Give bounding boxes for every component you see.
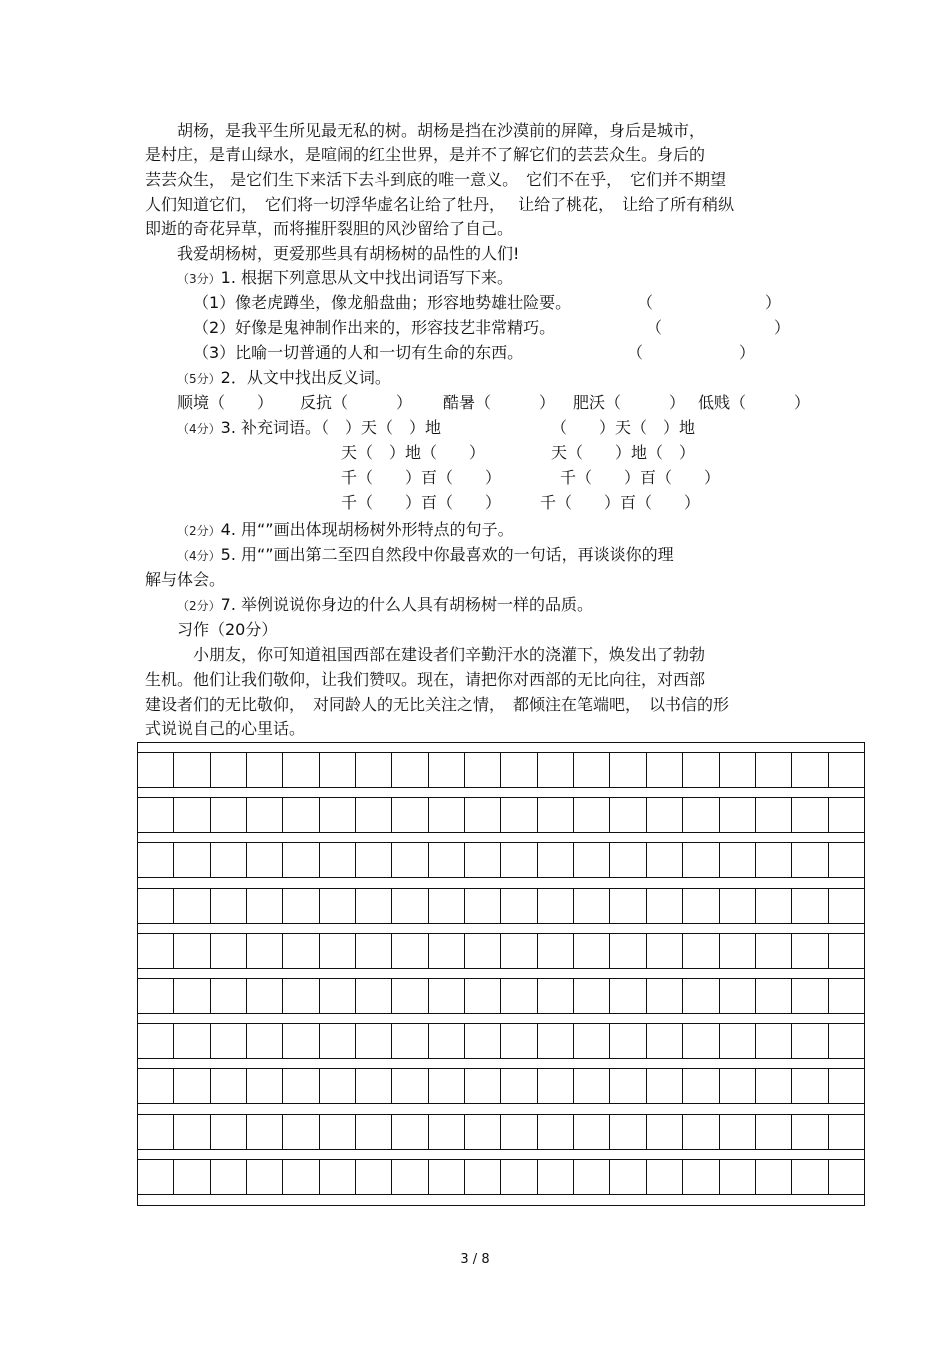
grid-cell[interactable] bbox=[829, 934, 864, 968]
grid-cell[interactable] bbox=[356, 1069, 392, 1103]
grid-cell[interactable] bbox=[465, 843, 501, 877]
grid-cell[interactable] bbox=[429, 798, 465, 832]
question-2-text: 2．从文中找出反义词。 bbox=[220, 368, 391, 387]
grid-cell[interactable] bbox=[538, 1160, 574, 1194]
grid-cell[interactable] bbox=[610, 843, 646, 877]
grid-cell[interactable] bbox=[211, 1024, 247, 1058]
grid-cell[interactable] bbox=[829, 1069, 864, 1103]
grid-cell[interactable] bbox=[501, 1115, 537, 1149]
question-1-score: （3分） bbox=[177, 272, 221, 286]
grid-cell[interactable] bbox=[538, 889, 574, 923]
grid-cell[interactable] bbox=[138, 1069, 174, 1103]
question-7 bbox=[177, 595, 593, 616]
passage-line-1: 胡杨，是我平生所见最无私的树。胡杨是挡在沙漠前的屏障，身后是城市， bbox=[177, 121, 706, 140]
essay-line-4: 式说说自己的心里话。 bbox=[145, 719, 306, 738]
grid-cell[interactable] bbox=[392, 1115, 428, 1149]
grid-cell[interactable] bbox=[356, 889, 392, 923]
grid-cell[interactable] bbox=[829, 1160, 864, 1194]
grid-cell[interactable] bbox=[756, 934, 792, 968]
grid-cell[interactable] bbox=[138, 889, 174, 923]
grid-cell[interactable] bbox=[356, 979, 392, 1013]
grid-cell[interactable] bbox=[792, 889, 828, 923]
grid-cell[interactable] bbox=[392, 934, 428, 968]
grid-cell[interactable] bbox=[320, 798, 356, 832]
grid-cell[interactable] bbox=[538, 798, 574, 832]
grid-cell[interactable] bbox=[211, 798, 247, 832]
grid-cell[interactable] bbox=[465, 1115, 501, 1149]
grid-cell[interactable] bbox=[138, 1024, 174, 1058]
passage-line-6: 我爱胡杨树，更爱那些具有胡杨树的品性的人们! bbox=[177, 244, 520, 263]
grid-cell[interactable] bbox=[756, 1160, 792, 1194]
question-3 bbox=[177, 418, 441, 439]
grid-cell[interactable] bbox=[356, 1160, 392, 1194]
question-7-text: 7. 举例说说你身边的什么人具有胡杨树一样的品质。 bbox=[220, 595, 593, 614]
grid-cell[interactable] bbox=[429, 934, 465, 968]
grid-cell[interactable] bbox=[283, 1115, 319, 1149]
idiom-blank-4b[interactable]: 千（ ）百（ ） bbox=[540, 493, 701, 512]
grid-cell[interactable] bbox=[756, 889, 792, 923]
grid-cell[interactable] bbox=[720, 843, 756, 877]
grid-cell[interactable] bbox=[538, 753, 574, 787]
grid-cell[interactable] bbox=[465, 934, 501, 968]
grid-cell[interactable] bbox=[247, 1069, 283, 1103]
grid-cell[interactable] bbox=[501, 1160, 537, 1194]
grid-cell[interactable] bbox=[174, 753, 210, 787]
grid-row bbox=[138, 1023, 864, 1059]
antonym-item-2[interactable]: 反抗（ ） bbox=[300, 393, 413, 412]
grid-cell[interactable] bbox=[174, 1115, 210, 1149]
grid-cell[interactable] bbox=[501, 979, 537, 1013]
grid-cell[interactable] bbox=[647, 934, 683, 968]
grid-cell[interactable] bbox=[792, 934, 828, 968]
grid-row bbox=[138, 1068, 864, 1104]
grid-cell[interactable] bbox=[792, 979, 828, 1013]
grid-cell[interactable] bbox=[356, 843, 392, 877]
grid-cell[interactable] bbox=[792, 1160, 828, 1194]
grid-cell[interactable] bbox=[283, 889, 319, 923]
grid-cell[interactable] bbox=[320, 1160, 356, 1194]
grid-row bbox=[138, 888, 864, 924]
grid-cell[interactable] bbox=[392, 889, 428, 923]
grid-cell[interactable] bbox=[356, 753, 392, 787]
grid-cell[interactable] bbox=[574, 1069, 610, 1103]
grid-cell[interactable] bbox=[501, 843, 537, 877]
grid-cell[interactable] bbox=[647, 798, 683, 832]
grid-cell[interactable] bbox=[574, 753, 610, 787]
grid-cell[interactable] bbox=[392, 753, 428, 787]
grid-cell[interactable] bbox=[174, 843, 210, 877]
grid-cell[interactable] bbox=[392, 843, 428, 877]
grid-cell[interactable] bbox=[720, 1160, 756, 1194]
question-4 bbox=[177, 520, 514, 541]
question-1-blank-3[interactable]: （ ） bbox=[627, 343, 756, 362]
grid-cell[interactable] bbox=[792, 843, 828, 877]
grid-cell[interactable] bbox=[392, 979, 428, 1013]
grid-cell[interactable] bbox=[247, 1160, 283, 1194]
grid-cell[interactable] bbox=[683, 1160, 719, 1194]
grid-cell[interactable] bbox=[574, 979, 610, 1013]
grid-cell[interactable] bbox=[320, 979, 356, 1013]
grid-cell[interactable] bbox=[501, 934, 537, 968]
grid-cell[interactable] bbox=[356, 1115, 392, 1149]
antonym-item-3[interactable]: 酷暑（ ） bbox=[443, 393, 556, 412]
grid-cell[interactable] bbox=[756, 753, 792, 787]
grid-cell[interactable] bbox=[138, 753, 174, 787]
question-2-score: （5分） bbox=[177, 372, 221, 386]
grid-cell[interactable] bbox=[211, 1115, 247, 1149]
grid-cell[interactable] bbox=[647, 843, 683, 877]
grid-cell[interactable] bbox=[683, 934, 719, 968]
grid-cell[interactable] bbox=[465, 1024, 501, 1058]
grid-cell[interactable] bbox=[610, 889, 646, 923]
grid-cell[interactable] bbox=[211, 753, 247, 787]
grid-cell[interactable] bbox=[320, 889, 356, 923]
grid-cell[interactable] bbox=[610, 1069, 646, 1103]
grid-cell[interactable] bbox=[211, 843, 247, 877]
grid-cell[interactable] bbox=[174, 1069, 210, 1103]
grid-cell[interactable] bbox=[610, 1024, 646, 1058]
grid-cell[interactable] bbox=[429, 1115, 465, 1149]
grid-row bbox=[138, 933, 864, 969]
grid-cell[interactable] bbox=[610, 1115, 646, 1149]
grid-cell[interactable] bbox=[610, 934, 646, 968]
grid-cell[interactable] bbox=[211, 934, 247, 968]
grid-cell[interactable] bbox=[501, 889, 537, 923]
grid-cell[interactable] bbox=[429, 1160, 465, 1194]
grid-cell[interactable] bbox=[792, 798, 828, 832]
grid-cell[interactable] bbox=[356, 934, 392, 968]
question-1-text: 1. 根据下列意思从文中找出词语写下来。 bbox=[220, 268, 513, 287]
grid-cell[interactable] bbox=[792, 1115, 828, 1149]
question-1 bbox=[177, 268, 513, 289]
grid-cell[interactable] bbox=[174, 934, 210, 968]
grid-cell[interactable] bbox=[683, 1115, 719, 1149]
grid-cell[interactable] bbox=[465, 889, 501, 923]
question-4-score: （2分） bbox=[177, 524, 221, 538]
idiom-blank-2b[interactable]: 天（ ）地（ ） bbox=[551, 443, 696, 462]
grid-cell[interactable] bbox=[574, 843, 610, 877]
grid-row bbox=[138, 978, 864, 1014]
grid-cell[interactable] bbox=[647, 1069, 683, 1103]
grid-cell[interactable] bbox=[720, 889, 756, 923]
grid-cell[interactable] bbox=[465, 798, 501, 832]
grid-cell[interactable] bbox=[756, 979, 792, 1013]
antonym-item-5[interactable]: 低贱（ ） bbox=[698, 393, 811, 412]
idiom-blank-1b[interactable]: （ ）天（ ）地 bbox=[551, 418, 696, 437]
grid-cell[interactable] bbox=[647, 753, 683, 787]
grid-cell[interactable] bbox=[320, 753, 356, 787]
grid-cell[interactable] bbox=[174, 1160, 210, 1194]
grid-cell[interactable] bbox=[138, 934, 174, 968]
grid-cell[interactable] bbox=[138, 1160, 174, 1194]
grid-cell[interactable] bbox=[683, 1069, 719, 1103]
grid-cell[interactable] bbox=[647, 979, 683, 1013]
grid-cell[interactable] bbox=[720, 934, 756, 968]
grid-cell[interactable] bbox=[792, 1024, 828, 1058]
passage-line-2: 是村庄，是青山绿水，是喧闹的红尘世界，是并不了解它们的芸芸众生。身后的 bbox=[145, 145, 706, 164]
grid-cell[interactable] bbox=[574, 1115, 610, 1149]
grid-cell[interactable] bbox=[283, 753, 319, 787]
grid-row bbox=[138, 1159, 864, 1195]
grid-cell[interactable] bbox=[829, 843, 864, 877]
page-number: 3 / 8 bbox=[460, 1252, 490, 1267]
question-1-item-1: （1）像老虎蹲坐，像龙船盘曲；形容地势雄壮险要。 bbox=[193, 293, 572, 312]
grid-cell[interactable] bbox=[792, 753, 828, 787]
grid-cell[interactable] bbox=[211, 979, 247, 1013]
essay-line-1: 小朋友，你可知道祖国西部在建设者们辛勤汗水的浇灌下，焕发出了勃勃 bbox=[193, 645, 706, 664]
grid-cell[interactable] bbox=[829, 1024, 864, 1058]
grid-cell[interactable] bbox=[247, 843, 283, 877]
grid-cell[interactable] bbox=[538, 1024, 574, 1058]
grid-cell[interactable] bbox=[356, 798, 392, 832]
grid-cell[interactable] bbox=[756, 843, 792, 877]
grid-cell[interactable] bbox=[392, 1024, 428, 1058]
grid-cell[interactable] bbox=[720, 1115, 756, 1149]
grid-cell[interactable] bbox=[283, 934, 319, 968]
grid-cell[interactable] bbox=[720, 753, 756, 787]
grid-cell[interactable] bbox=[720, 1024, 756, 1058]
grid-cell[interactable] bbox=[138, 843, 174, 877]
grid-cell[interactable] bbox=[647, 889, 683, 923]
grid-cell[interactable] bbox=[392, 1160, 428, 1194]
grid-cell[interactable] bbox=[283, 1024, 319, 1058]
grid-cell[interactable] bbox=[138, 1115, 174, 1149]
grid-cell[interactable] bbox=[829, 753, 864, 787]
grid-cell[interactable] bbox=[429, 979, 465, 1013]
grid-cell[interactable] bbox=[756, 1115, 792, 1149]
grid-cell[interactable] bbox=[756, 1069, 792, 1103]
grid-cell[interactable] bbox=[174, 889, 210, 923]
grid-cell[interactable] bbox=[501, 1024, 537, 1058]
grid-cell[interactable] bbox=[501, 798, 537, 832]
grid-cell[interactable] bbox=[283, 1160, 319, 1194]
grid-cell[interactable] bbox=[320, 934, 356, 968]
grid-cell[interactable] bbox=[429, 889, 465, 923]
grid-cell[interactable] bbox=[320, 1024, 356, 1058]
question-1-blank-1[interactable]: （ ） bbox=[637, 293, 782, 312]
grid-cell[interactable] bbox=[829, 1115, 864, 1149]
grid-cell[interactable] bbox=[320, 843, 356, 877]
writing-grid[interactable] bbox=[137, 742, 865, 1206]
grid-row bbox=[138, 797, 864, 833]
essay-line-2: 生机。他们让我们敬仰，让我们赞叹。现在，请把你对西部的无比向往，对西部 bbox=[145, 670, 706, 689]
question-1-item-3: （3）比喻一切普通的人和一切有生命的东西。 bbox=[193, 343, 524, 362]
grid-cell[interactable] bbox=[465, 979, 501, 1013]
grid-cell[interactable] bbox=[683, 1024, 719, 1058]
grid-cell[interactable] bbox=[247, 1024, 283, 1058]
grid-cell[interactable] bbox=[610, 798, 646, 832]
grid-row bbox=[138, 752, 864, 788]
grid-cell[interactable] bbox=[647, 1115, 683, 1149]
grid-cell[interactable] bbox=[320, 1115, 356, 1149]
grid-cell[interactable] bbox=[538, 934, 574, 968]
question-5 bbox=[177, 545, 674, 566]
grid-cell[interactable] bbox=[610, 979, 646, 1013]
grid-cell[interactable] bbox=[647, 1160, 683, 1194]
grid-cell[interactable] bbox=[392, 1069, 428, 1103]
grid-cell[interactable] bbox=[683, 843, 719, 877]
grid-cell[interactable] bbox=[720, 979, 756, 1013]
question-3-score: （4分） bbox=[177, 422, 221, 436]
question-1-blank-2[interactable]: （ ） bbox=[646, 318, 791, 337]
grid-cell[interactable] bbox=[829, 798, 864, 832]
grid-cell[interactable] bbox=[429, 843, 465, 877]
grid-cell[interactable] bbox=[574, 934, 610, 968]
grid-cell[interactable] bbox=[538, 843, 574, 877]
passage-line-4: 人们知道它们， 它们将一切浮华虚名让给了牡丹， 让给了桃花， 让给了所有稍纵 bbox=[145, 195, 735, 214]
question-7-score: （2分） bbox=[177, 599, 221, 613]
grid-cell[interactable] bbox=[792, 1069, 828, 1103]
grid-cell[interactable] bbox=[429, 753, 465, 787]
grid-cell[interactable] bbox=[283, 979, 319, 1013]
grid-cell[interactable] bbox=[538, 1115, 574, 1149]
antonym-item-1[interactable]: 顺境（ ） bbox=[177, 393, 274, 412]
grid-cell[interactable] bbox=[574, 1160, 610, 1194]
question-5-score: （4分） bbox=[177, 549, 221, 563]
grid-cell[interactable] bbox=[574, 1024, 610, 1058]
grid-cell[interactable] bbox=[356, 1024, 392, 1058]
passage-line-5: 即逝的奇花异草，而将摧肝裂胆的风沙留给了自己。 bbox=[145, 219, 514, 238]
passage-line-3: 芸芸众生， 是它们生下来活下去斗到底的唯一意义。 它们不在乎， 它们并不期望 bbox=[145, 170, 727, 189]
question-2 bbox=[177, 368, 391, 389]
grid-cell[interactable] bbox=[501, 1069, 537, 1103]
grid-cell[interactable] bbox=[247, 1115, 283, 1149]
grid-cell[interactable] bbox=[429, 1069, 465, 1103]
grid-cell[interactable] bbox=[283, 843, 319, 877]
grid-cell[interactable] bbox=[683, 798, 719, 832]
grid-cell[interactable] bbox=[247, 889, 283, 923]
grid-cell[interactable] bbox=[756, 1024, 792, 1058]
grid-cell[interactable] bbox=[283, 1069, 319, 1103]
grid-cell[interactable] bbox=[211, 889, 247, 923]
grid-cell[interactable] bbox=[829, 889, 864, 923]
question-3-text: 3. 补充词语。（ ）天（ ）地 bbox=[220, 418, 441, 437]
grid-cell[interactable] bbox=[429, 1024, 465, 1058]
grid-cell[interactable] bbox=[538, 1069, 574, 1103]
essay-line-3: 建设者们的无比敬仰， 对同龄人的无比关注之情， 都倾注在笔端吧， 以书信的形 bbox=[145, 695, 730, 714]
grid-cell[interactable] bbox=[392, 798, 428, 832]
question-4-text: 4. 用“”画出体现胡杨树外形特点的句子。 bbox=[220, 520, 514, 539]
antonym-item-4[interactable]: 肥沃（ ） bbox=[573, 393, 686, 412]
grid-cell[interactable] bbox=[247, 934, 283, 968]
grid-cell[interactable] bbox=[320, 1069, 356, 1103]
grid-cell[interactable] bbox=[683, 979, 719, 1013]
grid-cell[interactable] bbox=[174, 1024, 210, 1058]
grid-cell[interactable] bbox=[211, 1160, 247, 1194]
grid-cell[interactable] bbox=[756, 798, 792, 832]
grid-cell[interactable] bbox=[465, 1160, 501, 1194]
grid-cell[interactable] bbox=[610, 753, 646, 787]
essay-title: 习作（20分） bbox=[177, 620, 278, 639]
grid-cell[interactable] bbox=[683, 753, 719, 787]
grid-cell[interactable] bbox=[174, 798, 210, 832]
grid-cell[interactable] bbox=[138, 979, 174, 1013]
grid-cell[interactable] bbox=[247, 979, 283, 1013]
grid-cell[interactable] bbox=[247, 798, 283, 832]
grid-cell[interactable] bbox=[720, 1069, 756, 1103]
grid-cell[interactable] bbox=[211, 1069, 247, 1103]
grid-cell[interactable] bbox=[501, 753, 537, 787]
question-1-item-2: （2）好像是鬼神制作出来的，形容技艺非常精巧。 bbox=[193, 318, 556, 337]
grid-row bbox=[138, 842, 864, 878]
question-5-continuation: 解与体会。 bbox=[145, 570, 226, 589]
idiom-blank-4a[interactable]: 千（ ）百（ ） bbox=[341, 493, 502, 512]
grid-cell[interactable] bbox=[829, 979, 864, 1013]
grid-cell[interactable] bbox=[720, 798, 756, 832]
grid-cell[interactable] bbox=[174, 979, 210, 1013]
grid-cell[interactable] bbox=[538, 979, 574, 1013]
grid-row bbox=[138, 1114, 864, 1150]
grid-cell[interactable] bbox=[465, 1069, 501, 1103]
question-5-text: 5. 用“”画出第二至四自然段中你最喜欢的一句话，再谈谈你的理 bbox=[220, 545, 674, 564]
grid-cell[interactable] bbox=[647, 1024, 683, 1058]
grid-cell[interactable] bbox=[574, 889, 610, 923]
idiom-blank-2a[interactable]: 天（ ）地（ ） bbox=[341, 443, 486, 462]
idiom-blank-3a[interactable]: 千（ ）百（ ） bbox=[341, 468, 502, 487]
grid-cell[interactable] bbox=[465, 753, 501, 787]
grid-cell[interactable] bbox=[138, 798, 174, 832]
grid-cell[interactable] bbox=[247, 753, 283, 787]
grid-cell[interactable] bbox=[283, 798, 319, 832]
grid-cell[interactable] bbox=[683, 889, 719, 923]
idiom-blank-3b[interactable]: 千（ ）百（ ） bbox=[560, 468, 721, 487]
grid-cell[interactable] bbox=[574, 798, 610, 832]
grid-cell[interactable] bbox=[610, 1160, 646, 1194]
